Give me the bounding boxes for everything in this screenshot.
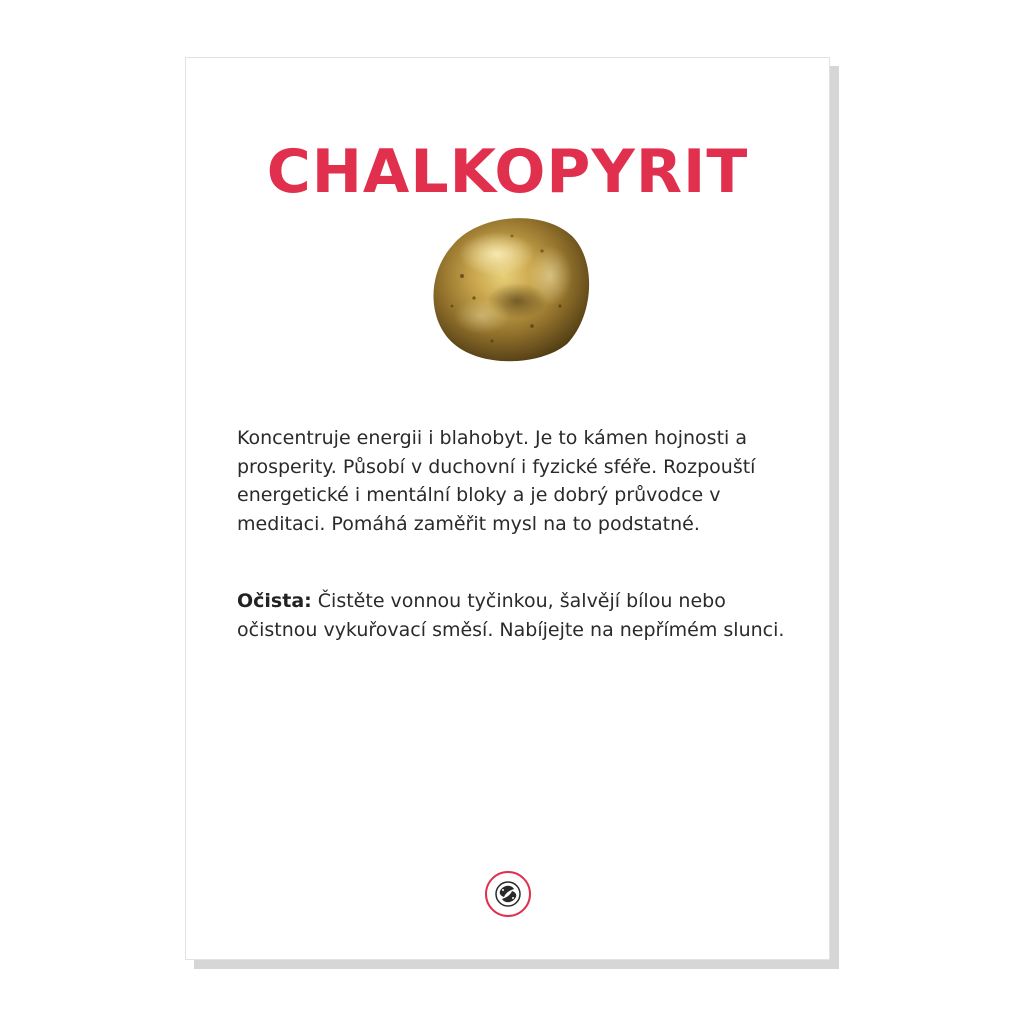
stone-title: CHALKOPYRIT xyxy=(266,137,749,207)
stone-description: Koncentruje energii i blahobyt. Je to kámen hojnosti a prosperity. Působí v duchovní i fyzické sféře. Rozpouští energetické i mentální bloky a je dobrý průvodce v meditaci. Pomáhá zaměřit mysl na to podstatné. xyxy=(237,427,756,535)
cleansing-text: Čistěte vonnou tyčinkou, šalvějí bílou nebo očistnou vykuřovací směsí. Nabíjejte na nepřímém slunci. xyxy=(237,590,785,641)
stone-card xyxy=(185,57,830,960)
pisces-icon xyxy=(484,870,532,918)
chalcopyrite-stone-image xyxy=(422,206,596,366)
cleansing-label: Očista: xyxy=(237,590,312,612)
cleansing-instructions xyxy=(237,587,797,644)
